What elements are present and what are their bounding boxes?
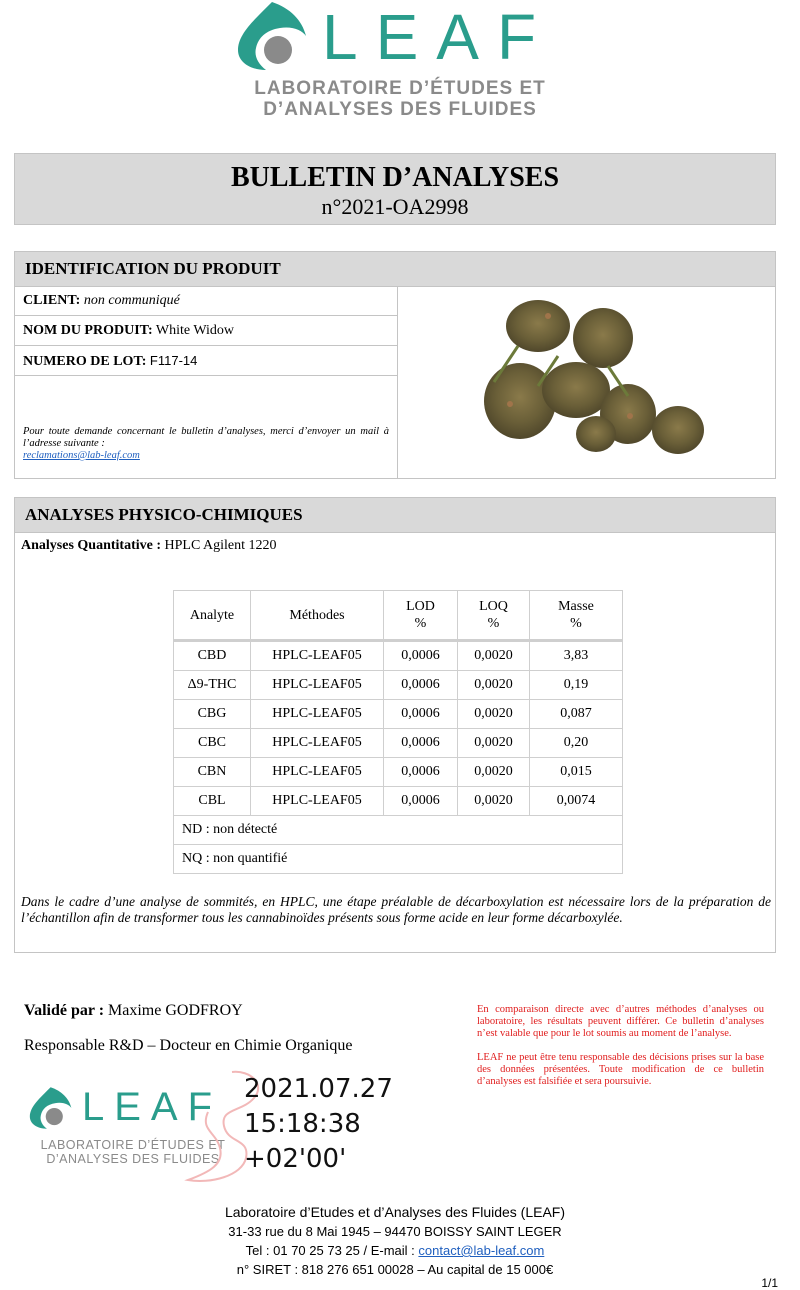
footer-lab-name: Laboratoire d’Etudes et d’Analyses des Fluides (LEAF) [224, 1204, 566, 1220]
identification-section [14, 251, 776, 479]
results-table-header [174, 591, 623, 641]
digital-signature-timestamp: 2021.07.27 15:18:38 +02'00' [244, 1074, 393, 1174]
nd-legend-row: ND : non détecté [174, 816, 623, 845]
validated-by: Validé par : Maxime GODFROY [24, 1002, 243, 1019]
product-name-row: NOM DU PRODUIT: White Widow [15, 316, 397, 346]
table-row: CBD HPLC-LEAF05 0,0006 0,0020 3,83 [174, 641, 623, 671]
decarboxylation-disclaimer: Dans le cadre d’une analyse de sommités, en HPLC, une étape préalable de décarboxylation est nécessaire lors de la préparation de l’échantillon afin de transformer tous les cannabinoïdes présents sous forme acide en leur forme décarboxylée. [21, 894, 771, 925]
identification-fields [15, 286, 397, 462]
validator-role: Responsable R&D – Docteur en Chimie Organique [24, 1037, 353, 1054]
footer-siret: n° SIRET : 818 276 651 00028 – Au capital de 15 000€ [236, 1262, 554, 1277]
logo-wordmark: LEAF [82, 1085, 223, 1129]
warning-note-comparison: En comparaison directe avec d’autres méthodes d’analyses ou laboratoire, les résultats peuvent différer. Ce bulletin d’analyses n’est valable que pour le lot soumis au moment de l’analyse. [477, 1004, 764, 1039]
bulletin-number: n°2021-OA2998 [321, 194, 469, 219]
warning-note-liability: LEAF ne peut être tenu responsable des décisions prises sur la base des données présentées. Toute modification de ce bulletin d’analyses est falsifiée et sera poursuivie. [477, 1052, 764, 1087]
table-row: CBC HPLC-LEAF05 0,0006 0,0020 0,20 [174, 729, 623, 758]
leaf-drop-icon [232, 0, 310, 72]
footer [0, 1203, 790, 1279]
table-row: Δ9-THC HPLC-LEAF05 0,0006 0,0020 0,19 [174, 671, 623, 700]
nq-legend-row: NQ : non quantifié [174, 845, 623, 874]
col-header: Analyte [174, 591, 251, 641]
results-table [173, 590, 623, 874]
col-header: LOQ % [458, 591, 530, 641]
col-header: LOD % [384, 591, 458, 641]
warning-notes [477, 1004, 764, 1100]
page-number: 1/1 [761, 1276, 778, 1290]
claims-email-link[interactable]: reclamations@lab-leaf.com [23, 450, 140, 461]
contact-email-link[interactable]: contact@lab-leaf.com [418, 1243, 545, 1258]
col-header: Masse % [530, 591, 623, 641]
leaf-logo-header [232, 0, 562, 125]
leaf-drop-icon [26, 1086, 74, 1130]
footer-address: 31-33 rue du 8 Mai 1945 – 94470 BOISSY SAINT LEGER [228, 1224, 562, 1239]
product-photo [397, 286, 776, 478]
table-row: CBG HPLC-LEAF05 0,0006 0,0020 0,087 [174, 700, 623, 729]
logo-subtitle: LABORATOIRE D’ÉTUDES ET D’ANALYSES DES FLUIDES [40, 1138, 226, 1166]
quantitative-method: Analyses Quantitative : HPLC Agilent 1220 [21, 538, 277, 553]
analyses-heading: ANALYSES PHYSICO-CHIMIQUES [15, 498, 775, 533]
logo-wordmark: LEAF [322, 1, 555, 73]
identification-heading: IDENTIFICATION DU PRODUIT [15, 252, 775, 287]
claims-note: Pour toute demande concernant le bulletin d’analyses, merci d’envoyer un mail à l’adresse suivante : reclamations@lab-leaf.com [23, 426, 389, 461]
client-row: CLIENT: non communiqué [15, 286, 397, 316]
table-row: CBN HPLC-LEAF05 0,0006 0,0020 0,015 [174, 758, 623, 787]
bulletin-title-box [14, 153, 776, 225]
logo-subtitle: LABORATOIRE D’ÉTUDES ET D’ANALYSES DES FLUIDES [254, 78, 546, 120]
lot-number-row: NUMERO DE LOT: F117-14 [15, 346, 397, 376]
bulletin-title: BULLETIN D’ANALYSES [230, 162, 560, 193]
cannabis-buds-image [398, 286, 776, 478]
footer-contact: Tel : 01 70 25 73 25 / E-mail : contact@lab-leaf.com [245, 1243, 545, 1258]
col-header: Méthodes [251, 591, 384, 641]
analyses-section [14, 497, 776, 953]
table-row: CBL HPLC-LEAF05 0,0006 0,0020 0,0074 [174, 787, 623, 816]
